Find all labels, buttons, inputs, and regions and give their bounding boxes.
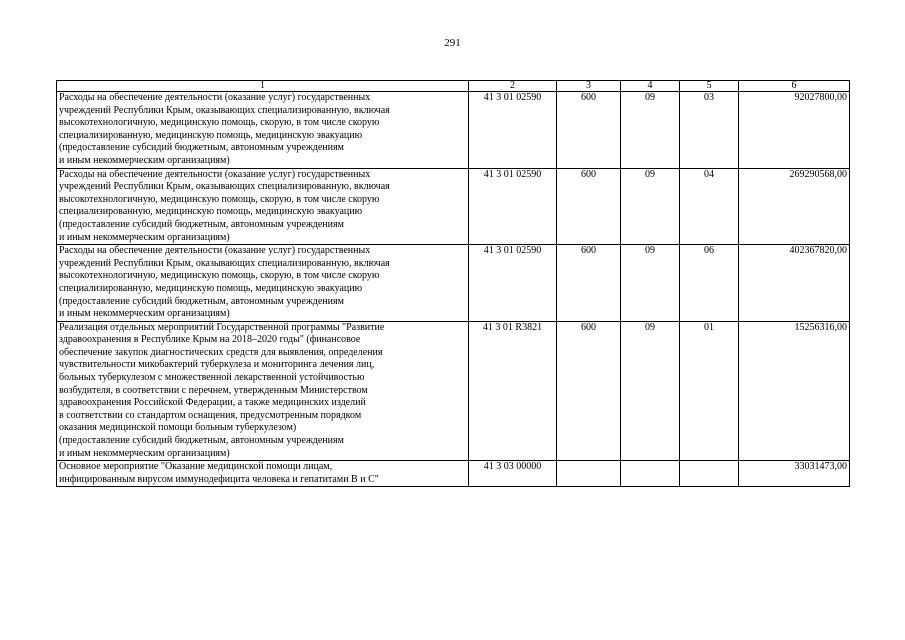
column-header: 5 <box>680 81 739 92</box>
expense-type-code <box>557 461 621 487</box>
page-number: 291 <box>444 37 461 49</box>
description-line: высокотехнологичную, медицинскую помощь, скорую, в том числе скорую <box>59 193 380 205</box>
description-line: специализированную, медицинскую помощь, медицинскую эвакуацию <box>59 129 363 141</box>
description-line: возбудителя, в соответствии с перечнем, утвержденным Министерством <box>59 384 368 396</box>
section-code: 09 <box>621 321 680 461</box>
target-article-code: 41 3 01 02590 <box>469 168 557 245</box>
description-line: чувствительности микобактерий туберкулеза и мониторинга лечения лиц, <box>59 359 375 371</box>
description-line: и иным некоммерческим организациям) <box>59 154 230 166</box>
table-row <box>57 245 850 322</box>
amount: 15256316,00 <box>739 321 850 461</box>
column-header: 4 <box>621 81 680 92</box>
row-description <box>57 321 469 461</box>
description-line: оказания медицинской помощи больным туберкулезом) <box>59 422 297 434</box>
description-line: специализированную, медицинскую помощь, медицинскую эвакуацию <box>59 282 363 294</box>
table-header-row <box>57 81 850 92</box>
description-line: здравоохранения в Республике Крым на 2018–2020 годы" (финансовое <box>59 334 361 346</box>
description-line: обеспечение закупок диагностических средств для выявления, определения <box>59 346 383 358</box>
expense-type-code: 600 <box>557 245 621 322</box>
row-description <box>57 92 469 169</box>
amount: 402367820,00 <box>739 245 850 322</box>
column-header: 1 <box>57 81 469 92</box>
target-article-code: 41 3 01 02590 <box>469 92 557 169</box>
section-code <box>621 461 680 487</box>
description-line: Расходы на обеспечение деятельности (оказание услуг) государственных <box>59 245 371 257</box>
expense-type-code: 600 <box>557 321 621 461</box>
description-line: специализированную, медицинскую помощь, медицинскую эвакуацию <box>59 206 363 218</box>
description-line: в соответствии со стандартом оснащения, предусмотренным порядком <box>59 409 362 421</box>
target-article-code: 41 3 03 00000 <box>469 461 557 487</box>
description-line: Расходы на обеспечение деятельности (оказание услуг) государственных <box>59 92 371 103</box>
description-line: и иным некоммерческим организациям) <box>59 308 230 320</box>
row-description <box>57 245 469 322</box>
column-header: 2 <box>469 81 557 92</box>
amount: 269290568,00 <box>739 168 850 245</box>
section-code: 09 <box>621 168 680 245</box>
target-article-code: 41 3 01 02590 <box>469 245 557 322</box>
subsection-code: 06 <box>680 245 739 322</box>
section-code: 09 <box>621 92 680 169</box>
table-row <box>57 168 850 245</box>
description-line: (предоставление субсидий бюджетным, автономным учреждениям <box>59 295 344 307</box>
description-line: здравоохранения Российской Федерации, а также медицинских изделий <box>59 397 366 409</box>
description-line: и иным некоммерческим организациям) <box>59 447 230 459</box>
description-line: инфицированным вирусом иммунодефицита человека и гепатитами В и С" <box>59 473 379 485</box>
row-description <box>57 168 469 245</box>
description-line: (предоставление субсидий бюджетным, автономным учреждениям <box>59 142 344 154</box>
description-line: учреждений Республики Крым, оказывающих специализированную, включая <box>59 257 390 269</box>
description-line: и иным некоммерческим организациям) <box>59 231 230 243</box>
subsection-code: 04 <box>680 168 739 245</box>
description-line: (предоставление субсидий бюджетным, автономным учреждениям <box>59 218 344 230</box>
table-row <box>57 461 850 487</box>
description-line: учреждений Республики Крым, оказывающих специализированную, включая <box>59 104 390 116</box>
expense-type-code: 600 <box>557 92 621 169</box>
section-code: 09 <box>621 245 680 322</box>
table-row <box>57 321 850 461</box>
table-row <box>57 92 850 169</box>
description-line: больных туберкулезом с множественной лекарственной устойчивостью <box>59 372 365 384</box>
description-line: высокотехнологичную, медицинскую помощь, скорую, в том числе скорую <box>59 270 380 282</box>
description-line: учреждений Республики Крым, оказывающих специализированную, включая <box>59 181 390 193</box>
amount: 92027800,00 <box>739 92 850 169</box>
description-line: высокотехнологичную, медицинскую помощь, скорую, в том числе скорую <box>59 117 380 129</box>
subsection-code <box>680 461 739 487</box>
description-line: Основное мероприятие "Оказание медицинской помощи лицам, <box>59 461 333 473</box>
description-line: (предоставление субсидий бюджетным, автономным учреждениям <box>59 435 344 447</box>
subsection-code: 03 <box>680 92 739 169</box>
subsection-code: 01 <box>680 321 739 461</box>
amount: 33031473,00 <box>739 461 850 487</box>
expense-type-code: 600 <box>557 168 621 245</box>
description-line: Расходы на обеспечение деятельности (оказание услуг) государственных <box>59 168 371 180</box>
column-header: 6 <box>739 81 850 92</box>
target-article-code: 41 3 01 R3821 <box>469 321 557 461</box>
budget-table <box>56 80 850 487</box>
row-description <box>57 461 469 487</box>
description-line: Реализация отдельных мероприятий Государственной программы "Развитие <box>59 321 385 333</box>
column-header: 3 <box>557 81 621 92</box>
